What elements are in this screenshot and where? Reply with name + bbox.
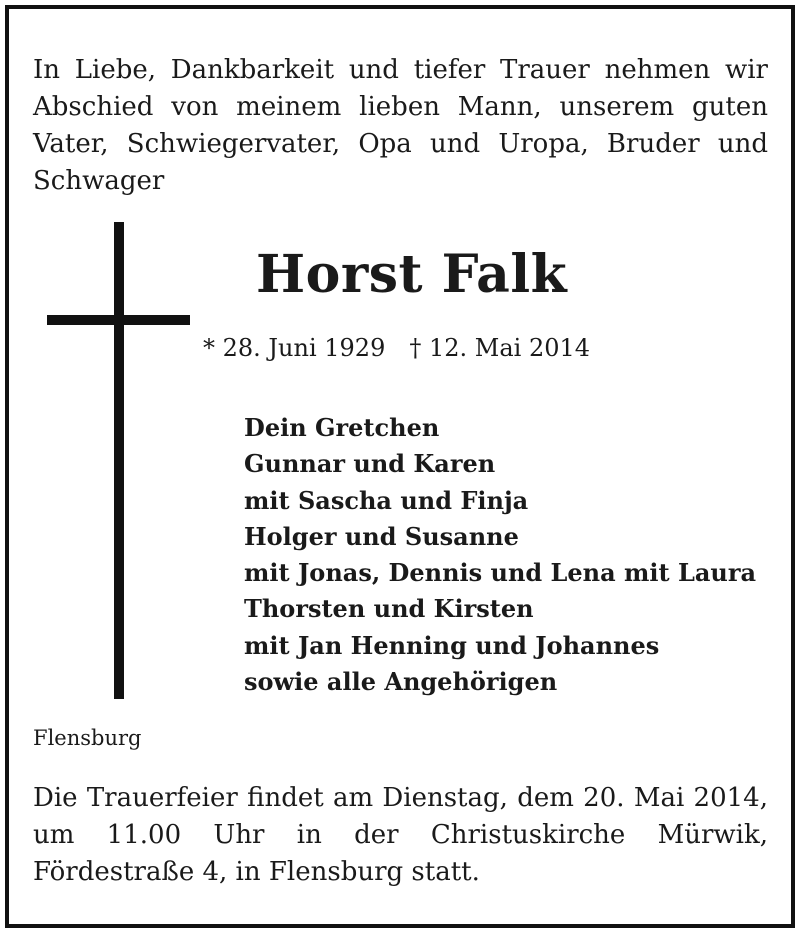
cross-icon-crossbar — [47, 315, 190, 325]
mourner-line: Thorsten und Kirsten — [244, 594, 534, 624]
intro-text: In Liebe, Dankbarkeit und tiefer Trauer nehmen wir Abschied von meinem lieben Mann, unserem guten Vater, Schwiegervater, Opa und Uropa, Bruder und Schwager — [33, 55, 768, 196]
mourner-line: Dein Gretchen — [244, 413, 440, 442]
mourner-line: mit Jonas, Dennis und Lena mit Laura — [244, 558, 757, 588]
birth-date: * 28. Juni 1929 — [203, 334, 386, 362]
funeral-notice: Die Trauerfeier findet am Dienstag, dem 20. Mai 2014, um 11.00 Uhr in der Christuskirche Mürwik, Fördestraße 4, in Flensburg statt. — [33, 783, 768, 887]
mourner-line: Gunnar und Karen — [244, 449, 496, 479]
mourner-line: sowie alle Angehörigen — [244, 667, 558, 697]
cross-icon — [114, 222, 124, 699]
mourners-list — [244, 410, 756, 700]
place-name: Flensburg — [33, 726, 142, 750]
mourner-line: mit Sascha und Finja — [244, 485, 529, 515]
death-date: † 12. Mai 2014 — [409, 334, 591, 362]
mourner-line: mit Jan Henning und Johannes — [244, 630, 660, 660]
deceased-name: Horst Falk — [256, 244, 568, 305]
mourner-line: Holger und Susanne — [244, 521, 519, 551]
life-dates — [203, 332, 590, 364]
